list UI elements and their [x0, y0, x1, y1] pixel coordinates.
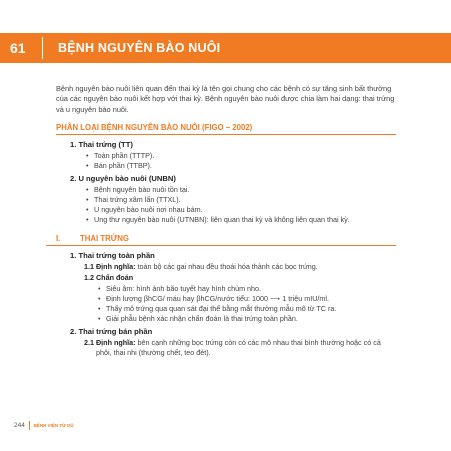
list-item: • Siêu âm: hình ảnh bão tuyết hay hình chùm nho.	[98, 284, 396, 294]
group-title: 1. Thai trứng (TT)	[70, 140, 133, 150]
footer-divider	[29, 421, 30, 430]
definition-text: bên cạnh những bọc trứng còn có các mô nhau thai bình thường hoặc có cả phôi, thai nhi (thường chết, teo đét).	[96, 338, 381, 358]
group-title: 2. U nguyên bào nuôi (UNBN)	[70, 174, 176, 184]
page-content	[56, 84, 396, 359]
classification-heading: PHÂN LOẠI BỆNH NGUYÊN BÀO NUÔI (FIGO – 2002)	[56, 123, 396, 135]
list-item: • Bán phần (TTBP).	[86, 161, 396, 171]
list-item: • Thai trứng xâm lấn (TTXL).	[86, 195, 396, 205]
definition-label: 2.1 Định nghĩa:	[84, 338, 136, 348]
chapter-title: BỆNH NGUYÊN BÀO NUÔI	[58, 41, 221, 55]
list-item: • U nguyên bào nuôi nơi nhau bám.	[86, 205, 396, 215]
page-number: 244	[14, 422, 25, 429]
diagnosis-label: 1.2 Chẩn đoán	[84, 273, 134, 283]
section-title: THAI TRỨNG	[80, 234, 129, 244]
list-item: • Thấy mô trứng qua quan sát đại thể bằng mắt thường mẫu mô từ TC ra.	[98, 304, 396, 314]
page-footer	[14, 420, 74, 432]
subsection-title: 1. Thai trứng toàn phần	[70, 251, 155, 261]
diagnosis-list	[56, 284, 396, 324]
list-item: • Giải phẫu bệnh xác nhận chẩn đoán là thai trứng toàn phần.	[98, 314, 396, 324]
list-item: • Định lượng βhCG/ máu hay βhCG/nước tiểu: 1000 ⟶ 1 triệu mIU/ml.	[98, 294, 396, 304]
definition	[84, 338, 396, 358]
section-heading	[46, 234, 396, 246]
definition	[84, 262, 396, 272]
section-roman: I.	[56, 234, 61, 244]
list-item: • Bệnh nguyên bào nuôi tồn tại.	[86, 185, 396, 195]
definition-text: toàn bộ các gai nhau đều thoái hóa thành các bọc trứng.	[135, 262, 318, 272]
chapter-header-bar	[0, 33, 451, 63]
group-list	[56, 151, 396, 171]
hospital-name: BỆNH VIỆN TỪ DŨ	[33, 423, 74, 428]
intro-paragraph: Bệnh nguyên bào nuôi liên quan đến thai kỳ là tên gọi chung cho các bệnh có sự tăng sinh bất thường của các nguyên bào nuôi kết hợp với thai kỳ. Bệnh nguyên bào nuôi được chia làm hai dạng: thai trứng và u nguyên bào nuôi.	[56, 84, 395, 114]
list-item: • Toàn phần (TTTP).	[86, 151, 396, 161]
subsection-title: 2. Thai trứng bán phần	[70, 327, 153, 337]
list-item: • Ung thư nguyên bào nuôi (UTNBN): liên quan thai kỳ và không liên quan thai kỳ.	[86, 215, 396, 225]
definition-label: 1.1 Định nghĩa:	[84, 262, 136, 272]
chapter-divider	[42, 37, 43, 59]
group-list	[56, 185, 396, 225]
chapter-number: 61	[10, 40, 26, 56]
